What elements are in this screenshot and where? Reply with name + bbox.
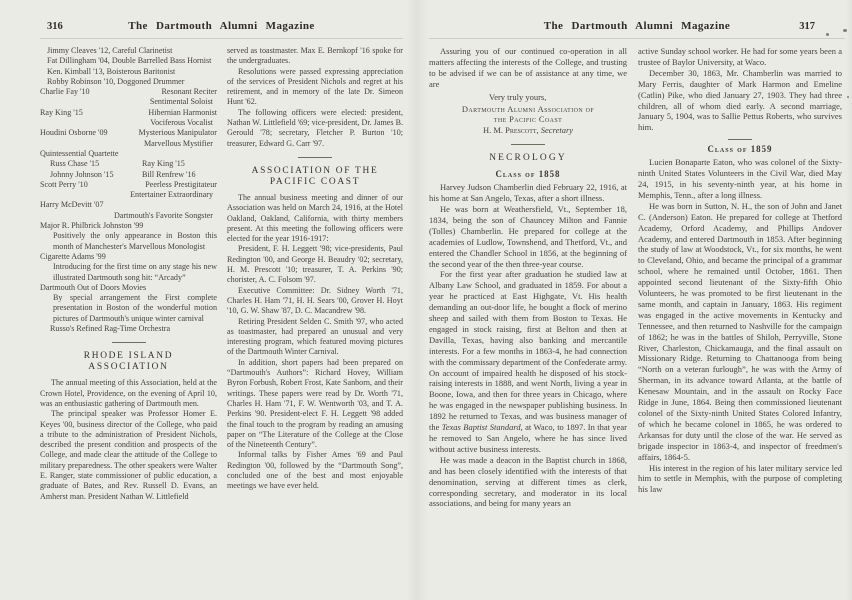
signature-line	[429, 125, 627, 136]
program-role: Resonant Reciter	[161, 87, 217, 97]
program-line	[40, 118, 217, 128]
paragraph: Lucien Bonaparte Eaton, who was colonel of the Sixty-ninth United States Volunteers in the Civil War, died May 24, 1915, in his seventy-ninth year, at his home in Memphis, Tenn., after a long illness.	[638, 157, 842, 200]
left-page-column-2	[227, 46, 403, 492]
program-line	[40, 46, 217, 56]
paragraph: In addition, short papers had been prepared on “Dartmouth's Authors”: Richard Hovey, William Byron Forbush, Robert Frost, Kate Sanborn, and their writings. These papers were read by Dr. Worth '71, Charles H. Ham '71, F. W. Wentworth '03, and T. A. Perkins '90. President-elect F. H. Leggett '98 added the final touch to the program by reading an amusing paper on “The Literature of the College at the Close of the Nineteenth Century”.	[227, 357, 403, 450]
program-role: Bill Renfrew '16	[142, 169, 196, 179]
program-text: Introducing for the first time on any stage his new illustrated Dartmouth song hit: “Arcady”	[53, 262, 217, 282]
running-head-right	[429, 20, 845, 36]
pacific-coast-paragraphs	[227, 193, 403, 492]
program-text: Cigarette Adams '99	[40, 251, 106, 261]
paragraph: The principal speaker was Professor Homer E. Keyes '00, business director of the College, who paid a tribute to the administration of President Nichols, described the present condition and prospects of the College, and made clear the attitude of the College to military preparedness. The other speakers were Walter E. Ranger, state commissioner of public education, a graduate of Bates, and Rev. Russell D. Evans, an Amherst man. President Nathan W. Littlefield	[40, 409, 217, 501]
program-line	[40, 97, 217, 107]
program-text: Quintessential Quartette	[40, 148, 119, 158]
section-heading-pacific-coast: ASSOCIATION OF THE PACIFIC COAST	[251, 165, 379, 187]
paragraph: His interest in the region of his later military service led him to settle in Memphis, with the purpose of completing his law	[638, 462, 842, 495]
class-heading-1859: Class of 1859	[707, 144, 773, 155]
paragraph: Executive Committee: Dr. Sidney Worth '71, Charles H. Ham '71, H. H. Sears '00, Grover H. Hoyt '10, G. W. Shaw '87, D. C. Macandrew '98.	[227, 285, 403, 316]
program-performer: Charlie Fay '10	[40, 87, 90, 97]
running-head-left	[40, 20, 403, 36]
program-line	[40, 77, 217, 87]
program-line	[40, 293, 217, 324]
letter-valediction: Very truly yours,	[489, 91, 547, 102]
paragraph: President, F. H. Leggett '98; vice-presidents, Paul Redington '00, and George H. Beaudry '02; secretary, H. M. Prescott '10; treasurer, T. A. Perkins '90; chorister, A. C. Folsom '97.	[227, 244, 403, 285]
section-heading-rhode-island: RHODE ISLAND ASSOCIATION	[83, 351, 174, 373]
magazine-title-left: The Dartmouth Alumni Magazine	[128, 20, 315, 32]
program-text: Jimmy Cleaves '12, Careful Clarinetist	[47, 46, 173, 55]
program-text: Robby Robinson '10, Doggoned Drummer	[47, 76, 185, 86]
left-page-column-1	[40, 46, 217, 502]
paragraph: served as toastmaster. Max E. Bernkopf '16 spoke for the undergraduates.	[227, 46, 403, 66]
program-line	[40, 159, 217, 169]
rhode-island-paragraphs	[40, 378, 217, 502]
entertainment-program-list	[40, 46, 217, 334]
program-text: Fat Dillingham '04, Double Barrelled Bass Hornist	[47, 56, 212, 66]
obituary-1858-business-paragraph	[429, 269, 627, 454]
program-line	[40, 252, 217, 262]
program-text: Dartmouth's Favorite Songster	[113, 210, 213, 220]
program-performer: Johnny Johnson '15	[50, 169, 114, 179]
program-text: Ken. Kimball '13, Boisterous Baritonist	[47, 66, 176, 76]
program-role: Mysterious Manipulator	[138, 128, 217, 138]
program-text: Sentimental Soloist	[149, 97, 213, 107]
paragraph: Informal talks by Fisher Ames '69 and Paul Redington '00, followed by the “Dartmouth Song”, concluded one of the best and most enjoyable meetings we have ever held.	[227, 450, 403, 491]
program-line	[40, 67, 217, 77]
program-line	[40, 221, 217, 231]
obituary-1858-paragraphs-continued	[638, 46, 842, 133]
letter-closing-paragraph: Assuring you of our continued co-operation in all matters affecting the interests of the College, and trusting to be advised if we can be of assistance at any time, we are	[429, 46, 627, 89]
program-text: Major R. Philbrick Johnston '99	[40, 221, 144, 231]
program-role: Ray King '15	[142, 159, 185, 169]
page-number-left: 316	[47, 21, 63, 32]
paragraph: active Sunday school worker. He had for some years been a trustee of Baylor University, at Waco.	[638, 46, 842, 67]
program-line	[40, 139, 217, 149]
paragraph: He was born at Weathersfield, Vt., September 18, 1834, being the son of Chauncey Milton and Fannie (Tolles) Chamberlin. He prepared for college at the academies of Ludlow, Townshend, and Thetford, Vt., and entered the Chandler School in 1856, at the beginning of the second year of the then three-year course.	[429, 203, 627, 269]
section-heading-necrology: NECROLOGY	[489, 153, 567, 164]
signature-name: H. M. Prescott,	[482, 125, 539, 136]
signature-organization-line-1: Dartmouth Alumni Association of	[461, 103, 595, 114]
signature-title: Secretary	[540, 125, 574, 136]
paragraph-text: , at Waco, to 1897. In that year he removed to San Angelo, where he has since lived without active business interests.	[429, 422, 627, 454]
paragraph: The annual meeting of this Association, held at the Crown Hotel, Providence, on the evening of April 10, was an enthusiastic gathering of Dartmouth men.	[40, 378, 217, 408]
program-text: Harry McDevitt '07	[40, 200, 104, 210]
program-line	[40, 56, 217, 66]
magazine-title-right: The Dartmouth Alumni Magazine	[543, 20, 731, 32]
program-text: Entertainer Extraordinary	[130, 190, 213, 200]
program-role: Peerless Prestigitateur	[145, 179, 217, 189]
paragraph-text: For the first year after graduation he studied law at Albany Law School, and graduated in 1859. For about a year he practiced at East Highgate, Vt. His health demanding an out-door life, he bought a flock of merino sheep and sailed with them from Boston to Texas. He engaged in stock raising, first at Belton and then at Davilla, Texas, having also banking and mercantile interests. For a few months in 1863-4, he had connection with the commissary department of the Confederate army. On account of impaired health he disposed of his stock-raising interests in 1888, and went North, living a year in Boone, Iowa, and then for three years in Chicago, where he was engaged in the newspaper publishing business. In 1892 he returned to Texas, and was business manager of the	[429, 269, 627, 433]
obituary-1859-paragraphs	[638, 157, 842, 495]
program-line	[40, 108, 217, 118]
program-text: Vociferous Vocalist	[150, 118, 213, 128]
program-line	[40, 283, 217, 293]
page-gutter-shadow	[406, 0, 428, 600]
program-line	[40, 149, 217, 159]
paragraph: Harvey Judson Chamberlin died February 22, 1916, at his home at San Angelo, Texas, after a short illness.	[429, 182, 627, 204]
right-page-column-1	[429, 46, 627, 509]
section-divider	[298, 157, 332, 158]
paragraph: Retiring President Selden C. Smith '97, who acted as toastmaster, had prepared an unusual and very interesting program, which featured moving pictures of the Dartmouth Winter Carnival.	[227, 316, 403, 357]
right-page-column-2	[638, 46, 842, 495]
program-performer: Ray King '15	[40, 107, 83, 117]
program-text: Russo's Refined Rag-Time Orchestra	[50, 324, 171, 334]
section-divider	[112, 342, 146, 343]
program-line	[40, 170, 217, 180]
section-divider	[728, 139, 752, 140]
program-text: Marvellous Mystifier	[143, 138, 213, 148]
program-text: Positively the only appearance in Boston this month of Manchester's Marvellous Monologist	[53, 231, 217, 251]
scan-speck	[847, 96, 849, 98]
program-line	[40, 211, 217, 221]
program-performer: Scott Perry '10	[40, 179, 88, 189]
scan-edge-shade	[846, 0, 852, 600]
rhode-island-paragraphs-continued	[227, 46, 403, 149]
program-text: By special arrangement the First complete presentation in Boston of the wonderful motion pictures of Dartmouth's unique winter carnival	[53, 293, 217, 323]
class-heading-1858: Class of 1858	[495, 169, 561, 180]
paragraph: The following officers were elected: president, Nathan W. Littlefield '69; vice-president, Dr. James B. Gerould '78; secretary, Fletcher P. Burton '10; treasurer, Edward G. Carr '97.	[227, 107, 403, 148]
program-performer: Houdini Osborne '09	[40, 128, 108, 138]
program-line	[40, 200, 217, 210]
program-line	[40, 128, 217, 138]
header-rule-left	[40, 38, 403, 39]
program-line	[40, 231, 217, 252]
publication-title: Texas Baptist Standard	[441, 422, 521, 433]
program-line	[40, 324, 217, 334]
program-line	[40, 262, 217, 283]
paragraph: He was born in Sutton, N. H., the son of John and Janet C. (Anderson) Eaton. He prepared for college at Thetford Academy, Orford Academy, and Phillips Andover Academy, and entered Dartmouth in 1853. After beginning the study of law at Woodstock, Vt., for six months, he went to Cleveland, Ohio, and became the principal of a grammar school, where he remained until October, 1861. Then appointed second lieutenant of the Sixty-fifth Ohio Volunteers, he was promoted to be first lieutenant in the same month, and captain in January, 1863. His regiment was engaged in the active movements in Kentucky and Tennessee, and then returned to Nashville for the campaign of 1862; he was in the battles of Shiloh, Perryville, Stone River, Charleston, Chickamauga, and the final assault on Missionary Ridge. Returning to Chattanooga from being “North on a veteran furlough”, he was with the Army of Sherman, in its advance toward Atlanta, at the battle of Kenesaw Mountain, and in the assault on Rocky Face Ridge in June, 1864. Being then commissioned lieutenant colonel of the Sixty-ninth United States Colored Infantry, of which he became colonel in 1865, he was ordered to Arkansas for duty until the close of the war. He served as brigade inspector in 1863-4, and inspector of freedmen's affairs, 1864-5.	[638, 200, 842, 462]
page-number-right: 317	[799, 21, 815, 32]
signature-organization-line-2: the Pacific Coast	[493, 114, 563, 125]
program-line	[40, 87, 217, 97]
paragraph: December 30, 1863, Mr. Chamberlin was married to Mary Ferris, daughter of Mark Harmon and Emeline (Catlin) Pike, who died January 27, 1903. They had three children, all of whom died early. A second marriage, January 5, 1904, was to Sallie Pettus Roberts, who survives him.	[638, 67, 842, 133]
header-rule-right	[429, 38, 845, 39]
obituary-1858-deacon-paragraph: He was made a deacon in the Baptist church in 1868, and has been closely identified with the interests of that denomination, serving at different times as clerk, corresponding secretary, and moderator in its local associations, and being for many years an	[429, 454, 627, 509]
program-line	[40, 180, 217, 190]
program-role: Hibernian Harmonist	[148, 107, 217, 117]
obituary-1858-paragraphs	[429, 182, 627, 269]
section-divider	[511, 144, 545, 145]
program-text: Dartmouth Out of Doors Movies	[40, 282, 147, 292]
program-line	[40, 190, 217, 200]
program-performer: Russ Chase '15	[50, 159, 100, 169]
paragraph: Resolutions were passed expressing appreciation of the services of President Nichols and regret at his retirement, and in memory of the late Dr. Simeon Hunt '62.	[227, 66, 403, 107]
paragraph: The annual business meeting and dinner of our Association was held on March 24, 1916, at the Hotel Oakland, Oakland, California, with thirty members present. At this meeting the following officers were elected for the year 1916-1917:	[227, 192, 403, 244]
